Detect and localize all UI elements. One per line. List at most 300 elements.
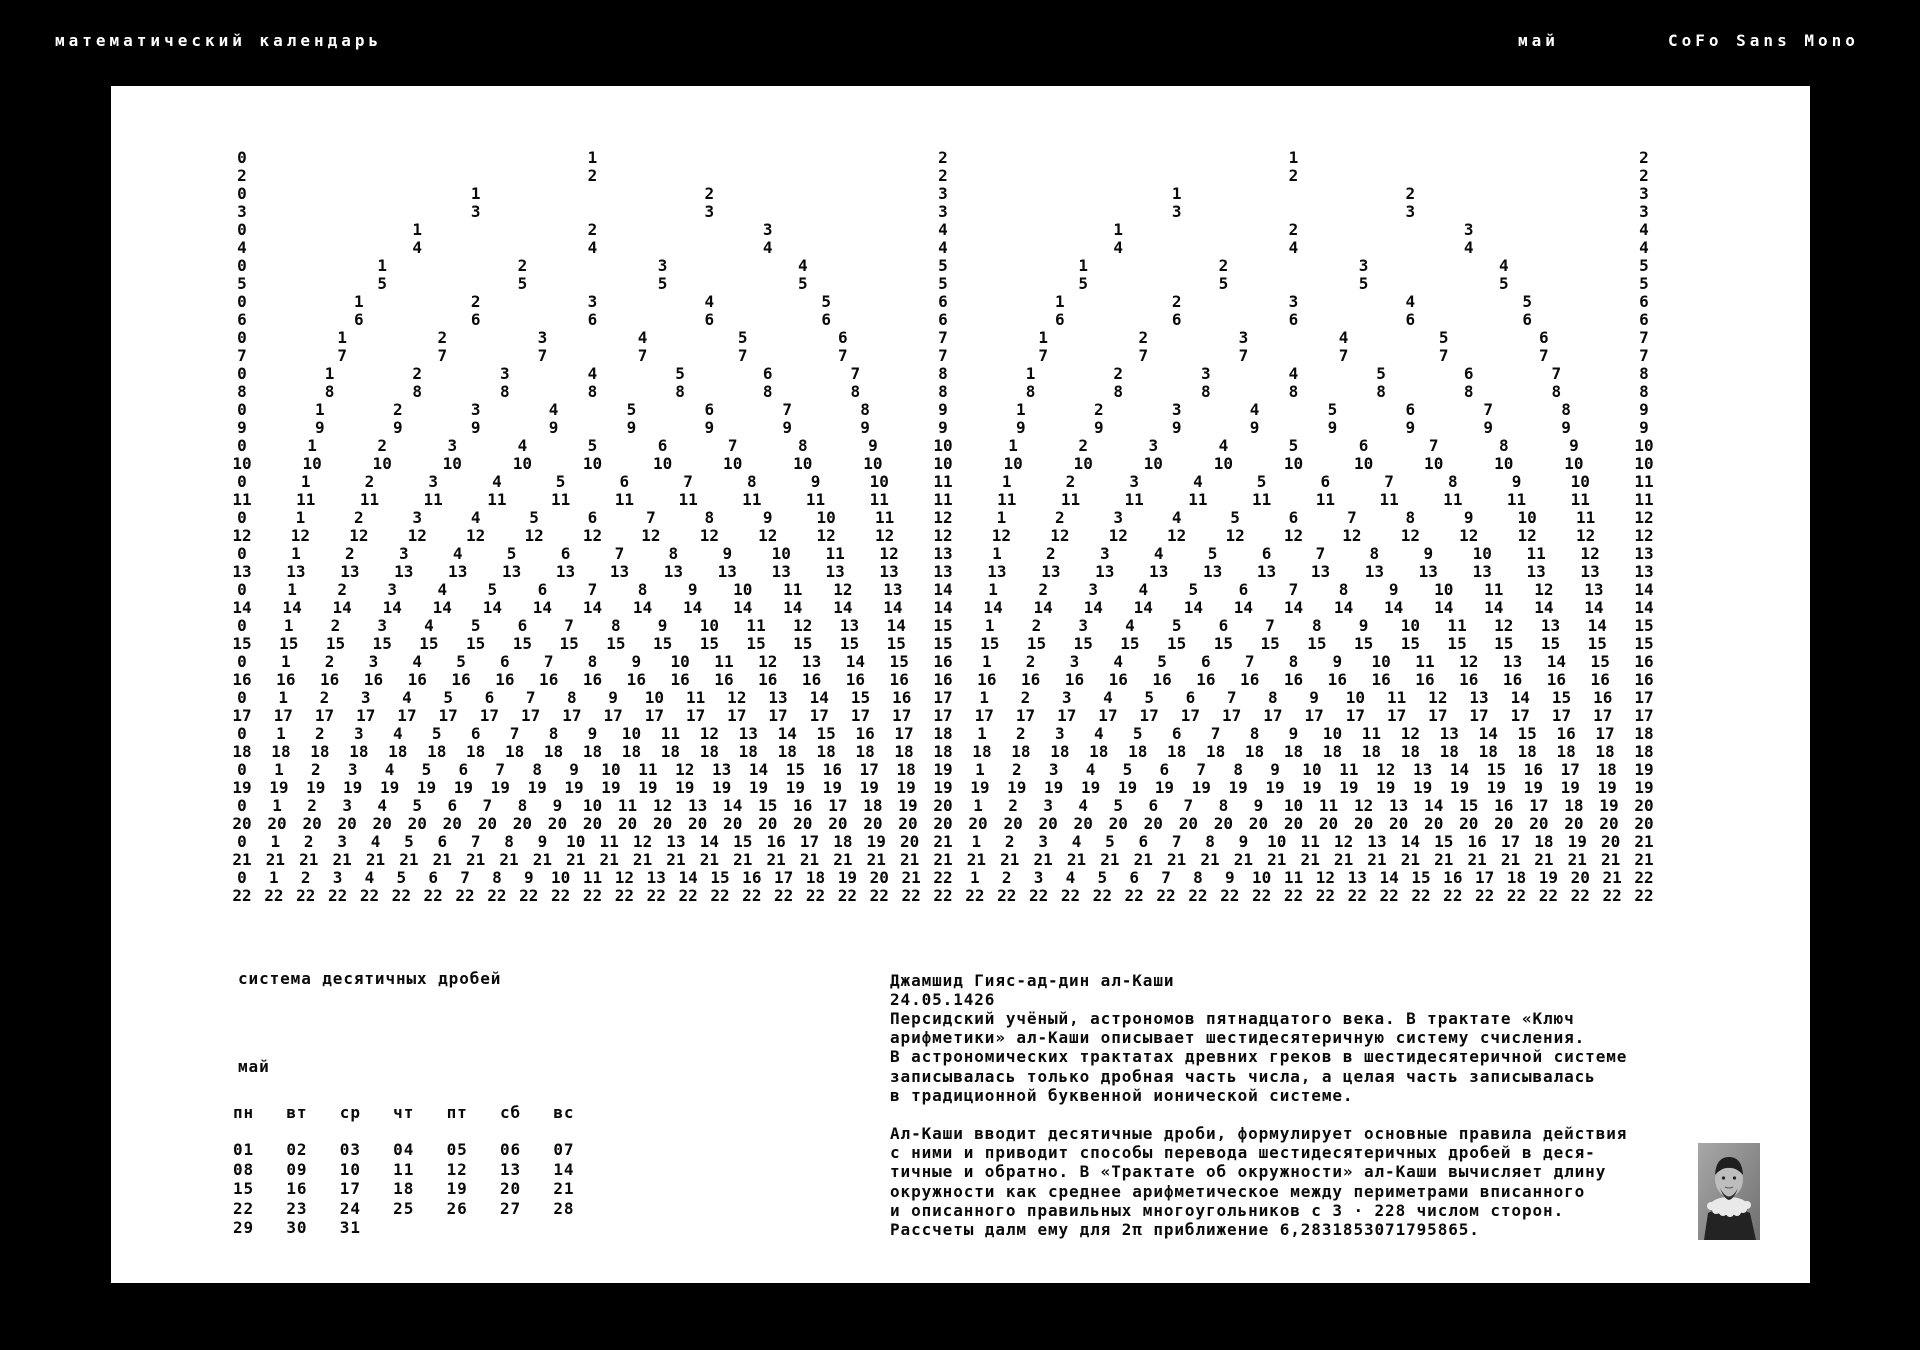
fraction-denominator: 22 [1506,886,1527,905]
fraction-denominator: 20 [1459,814,1479,833]
fraction-numerator: 8 [587,652,598,671]
fraction-denominator: 16 [626,670,646,689]
fraction-numerator: 13 [688,796,708,815]
fraction-numerator: 9 [552,796,563,815]
fraction-denominator: 5 [1078,274,1089,293]
fraction-denominator: 21 [1300,850,1320,869]
fraction-numerator: 2 [1078,436,1089,455]
fraction-numerator: 3 [1043,796,1053,815]
fraction-numerator: 12 [1428,688,1448,707]
fraction-denominator: 18 [504,742,525,761]
fraction-denominator: 18 [271,742,291,761]
fraction-denominator: 22 [327,886,348,905]
fraction-numerator: 10 [1371,652,1391,671]
fraction-denominator: 14 [1534,598,1554,617]
fraction-denominator: 21 [1033,850,1053,869]
fraction-numerator: 1 [1078,256,1089,275]
fraction-denominator: 19 [1376,778,1396,797]
fraction-denominator: 11 [550,490,571,509]
fraction-denominator: 15 [1213,634,1234,653]
fraction-denominator: 11 [359,490,380,509]
fraction-numerator: 6 [447,796,458,815]
fraction-numerator: 6 [762,364,773,383]
fraction-denominator: 19 [822,778,842,797]
fraction-denominator: 15 [1353,634,1374,653]
fraction-numerator: 1 [307,436,317,455]
fraction-numerator: 13 [1502,652,1523,671]
fraction-denominator: 16 [451,670,471,689]
fraction-numerator: 8 [1338,580,1349,599]
fraction-denominator: 9 [1171,418,1182,437]
fraction-numerator: 6 [587,508,598,527]
fraction-denominator: 20 [968,814,988,833]
fraction-denominator: 17 [1634,706,1654,725]
fraction-numerator: 15 [816,724,836,743]
fraction-denominator: 20 [1073,814,1093,833]
fraction-numerator: 6 [1358,436,1369,455]
fraction-denominator: 14 [983,598,1003,617]
fraction-denominator: 10 [302,454,322,473]
fraction-numerator: 3 [762,220,773,239]
fraction-denominator: 8 [1201,382,1211,401]
fraction-numerator: 6 [560,544,571,563]
fraction-numerator: 12 [652,796,673,815]
fraction-numerator: 16 [742,868,762,887]
fraction-numerator: 17 [933,688,953,707]
fraction-denominator: 20 [1283,814,1304,833]
fraction-denominator: 7 [737,346,748,365]
fraction-numerator: 1 [300,472,311,491]
fraction-denominator: 17 [768,706,788,725]
fraction-numerator: 8 [1498,436,1509,455]
fraction-denominator: 10 [232,454,252,473]
fraction-denominator: 10 [1564,454,1584,473]
fraction-numerator: 11 [599,832,619,851]
fraction-denominator: 10 [1003,454,1023,473]
fraction-numerator: 5 [1132,724,1143,743]
fraction-numerator: 19 [1567,832,1587,851]
fraction-numerator: 12 [1333,832,1354,851]
fraction-numerator: 5 [1438,328,1449,347]
fraction-numerator: 2 [1011,760,1022,779]
bio-text-line: арифметики» ал-Каши описывает шестидесятеричную систему счисления. [890,1028,1586,1048]
fraction-numerator: 7 [482,796,493,815]
fraction-numerator: 1 [269,868,279,887]
fraction-denominator: 22 [933,886,953,905]
fraction-numerator: 6 [500,652,510,671]
fraction-denominator: 21 [1133,850,1153,869]
fraction-numerator: 4 [1138,580,1149,599]
bio-text-line: и описанного правильных многоугольников с 3 · 228 числом сторон. [890,1200,1565,1220]
fraction-denominator: 8 [237,382,247,401]
fraction-denominator: 21 [1600,850,1621,869]
fraction-denominator: 19 [1007,778,1027,797]
fraction-numerator: 12 [1459,652,1479,671]
fraction-denominator: 14 [1133,598,1153,617]
fraction-denominator: 22 [519,886,539,905]
fraction-numerator: 2 [307,796,317,815]
fraction-numerator: 0 [237,364,247,383]
fraction-denominator: 7 [637,346,648,365]
fraction-denominator: 8 [1288,382,1299,401]
fraction-denominator: 9 [782,418,793,437]
fraction-numerator: 3 [347,760,358,779]
fraction-numerator: 2 [1031,616,1042,635]
fraction-denominator: 18 [1634,742,1654,761]
fraction-denominator: 5 [1218,274,1229,293]
fraction-denominator: 20 [617,814,638,833]
fraction-denominator: 19 [1044,778,1064,797]
fraction-numerator: 5 [412,796,423,815]
fraction-numerator: 1 [996,508,1007,527]
fraction-denominator: 16 [407,670,427,689]
fraction-denominator: 11 [614,490,634,509]
fraction-numerator: 12 [1376,760,1396,779]
fraction-numerator: 10 [733,580,753,599]
fraction-numerator: 21 [1634,832,1654,851]
fraction-numerator: 1 [975,760,985,779]
fraction-numerator: 12 [1534,580,1554,599]
fraction-numerator: 4 [1113,652,1124,671]
fraction-denominator: 13 [1149,562,1169,581]
fraction-denominator: 8 [938,382,948,401]
fraction-numerator: 4 [492,472,502,491]
fraction-numerator: 3 [1088,580,1099,599]
fraction-denominator: 20 [1213,814,1234,833]
fraction-numerator: 9 [1253,796,1264,815]
fraction-denominator: 18 [310,742,330,761]
fraction-denominator: 18 [232,742,252,761]
fraction-denominator: 20 [547,814,568,833]
fraction-numerator: 0 [237,256,247,275]
fraction-denominator: 4 [587,238,598,257]
fraction-numerator: 1 [1113,220,1124,239]
fraction-numerator: 7 [938,328,948,347]
fraction-numerator: 2 [1065,472,1076,491]
fraction-denominator: 17 [603,706,623,725]
fraction-numerator: 3 [1113,508,1124,527]
fraction-denominator: 20 [337,814,357,833]
fraction-denominator: 17 [1222,706,1242,725]
fraction-numerator: 4 [1193,472,1203,491]
fraction-numerator: 3 [1048,760,1059,779]
fraction-denominator: 12 [1400,526,1420,545]
fraction-denominator: 12 [874,526,895,545]
fraction-denominator: 2 [1288,166,1299,185]
fraction-numerator: 4 [637,328,648,347]
fraction-denominator: 18 [933,742,953,761]
fraction-denominator: 19 [490,778,510,797]
fraction-numerator: 7 [1171,832,1182,851]
fraction-numerator: 8 [1205,832,1215,851]
fraction-numerator: 20 [1634,796,1654,815]
fraction-denominator: 18 [1128,742,1148,761]
fraction-denominator: 8 [587,382,598,401]
fraction-denominator: 16 [232,670,252,689]
fraction-denominator: 10 [1634,454,1654,473]
fraction-numerator: 9 [1224,868,1235,887]
fraction-numerator: 6 [458,760,469,779]
fraction-denominator: 5 [1639,274,1649,293]
fraction-numerator: 4 [1103,688,1113,707]
weekday-label: пн [233,1103,255,1122]
fraction-numerator: 2 [1008,796,1018,815]
fraction-denominator: 14 [783,598,803,617]
date-cell: 12 [446,1159,468,1179]
fraction-numerator: 1 [1038,328,1048,347]
fraction-denominator: 22 [296,886,316,905]
fraction-numerator: 3 [354,724,364,743]
fraction-numerator: 14 [777,724,797,743]
fraction-denominator: 20 [793,814,813,833]
fraction-numerator: 4 [452,544,463,563]
fraction-numerator: 2 [1405,184,1416,203]
fraction-denominator: 6 [587,310,598,329]
fraction-numerator: 3 [342,796,352,815]
fraction-numerator: 21 [901,868,921,887]
fraction-numerator: 1 [1001,472,1012,491]
fraction-denominator: 22 [455,886,475,905]
fraction-denominator: 15 [1260,634,1280,653]
fraction-denominator: 21 [1500,850,1521,869]
fraction-numerator: 11 [1300,832,1320,851]
fraction-numerator: 3 [1061,688,1072,707]
fraction-numerator: 5 [1376,364,1386,383]
fraction-denominator: 20 [1038,814,1058,833]
fraction-numerator: 6 [437,832,448,851]
fraction-denominator: 19 [859,778,879,797]
fraction-numerator: 3 [1148,436,1159,455]
date-cell: 17 [339,1179,361,1198]
fraction-denominator: 8 [1025,382,1036,401]
fraction-denominator: 2 [587,166,598,185]
fraction-denominator: 20 [828,814,848,833]
fraction-denominator: 17 [1263,706,1283,725]
fraction-denominator: 16 [714,670,734,689]
fraction-numerator: 15 [850,688,871,707]
fraction-numerator: 13 [1389,796,1409,815]
fraction-denominator: 20 [758,814,778,833]
fraction-denominator: 14 [1283,598,1304,617]
fraction-numerator: 13 [768,688,788,707]
fraction-numerator: 9 [810,472,821,491]
fraction-numerator: 8 [860,400,870,419]
bio-text-line: Рассчеты далм ему для 2π приближение 6,2831853071795865. [890,1220,1480,1240]
fraction-denominator: 5 [377,274,388,293]
fraction-numerator: 12 [1400,724,1420,743]
fraction-numerator: 6 [470,724,481,743]
fraction-numerator: 16 [1494,796,1514,815]
date-cell: 14 [553,1159,575,1179]
fraction-denominator: 21 [299,850,319,869]
fraction-numerator: 5 [1188,580,1199,599]
date-cell: 04 [393,1140,415,1159]
fraction-numerator: 6 [428,868,438,887]
fraction-denominator: 20 [1248,814,1269,833]
fraction-denominator: 10 [372,454,392,473]
fraction-denominator: 19 [1191,778,1211,797]
date-row [233,1160,607,1180]
fraction-numerator: 7 [495,760,506,779]
fraction-numerator: 10 [816,508,836,527]
fraction-numerator: 9 [868,436,878,455]
fraction-numerator: 10 [1345,688,1365,707]
fraction-denominator: 18 [582,742,603,761]
fraction-denominator: 21 [799,850,820,869]
fraction-numerator: 9 [1463,508,1474,527]
fraction-denominator: 8 [1463,382,1474,401]
fraction-denominator: 20 [372,814,392,833]
date-cell: 06 [499,1140,522,1159]
fraction-denominator: 13 [501,562,522,581]
fraction-denominator: 22 [1283,886,1304,905]
fraction-denominator: 22 [423,886,443,905]
date-cell: 03 [339,1140,361,1159]
fraction-numerator: 1 [981,652,992,671]
fraction-denominator: 13 [825,562,845,581]
fraction-numerator: 4 [364,868,375,887]
fraction-denominator: 17 [232,706,252,725]
fraction-numerator: 6 [1463,364,1474,383]
fraction-denominator: 20 [302,814,322,833]
fraction-numerator: 2 [345,544,355,563]
bio-date: 24.05.1426 [890,990,996,1009]
fraction-numerator: 18 [1597,760,1617,779]
fraction-numerator: 6 [1159,760,1170,779]
fraction-numerator: 6 [1201,652,1211,671]
fraction-numerator: 7 [1226,688,1237,707]
fraction-numerator: 13 [839,616,860,635]
fraction-numerator: 10 [1283,796,1304,815]
fraction-numerator: 17 [894,724,914,743]
fraction-numerator: 0 [237,184,247,203]
fraction-denominator: 18 [1361,742,1382,761]
fraction-denominator: 13 [340,562,360,581]
fraction-denominator: 6 [938,310,948,329]
fraction-numerator: 4 [1171,508,1182,527]
date-cell: 08 [233,1159,255,1179]
fraction-denominator: 11 [678,490,698,509]
fraction-numerator: 11 [1339,760,1359,779]
fraction-denominator: 6 [1288,310,1299,329]
fraction-numerator: 6 [1238,580,1249,599]
fraction-numerator: 18 [1534,832,1554,851]
fraction-numerator: 15 [933,616,953,635]
fraction-numerator: 13 [1367,832,1387,851]
fraction-numerator: 10 [550,868,571,887]
fraction-denominator: 3 [237,202,247,221]
fraction-denominator: 9 [315,418,325,437]
fraction-denominator: 8 [762,382,773,401]
fraction-denominator: 21 [1066,850,1087,869]
fraction-denominator: 19 [1412,778,1433,797]
fraction-numerator: 20 [869,868,889,887]
fraction-numerator: 5 [587,436,598,455]
fraction-numerator: 2 [315,724,325,743]
fraction-numerator: 5 [1171,616,1182,635]
fraction-numerator: 1 [283,616,294,635]
fraction-numerator: 14 [1379,868,1399,887]
fraction-numerator: 0 [237,688,247,707]
fraction-numerator: 1 [970,868,980,887]
fraction-numerator: 2 [938,148,948,167]
fraction-denominator: 14 [1183,598,1203,617]
fraction-denominator: 22 [1251,886,1272,905]
fraction-numerator: 8 [1218,796,1229,815]
fraction-numerator: 4 [938,220,948,239]
fraction-numerator: 5 [1105,832,1115,851]
fraction-numerator: 12 [1634,508,1654,527]
date-cell: 27 [499,1198,522,1218]
fraction-numerator: 17 [1529,796,1549,815]
fraction-numerator: 5 [421,760,432,779]
fraction-denominator: 22 [1124,886,1144,905]
fraction-numerator: 0 [237,832,247,851]
weekday-label: вс [553,1103,575,1122]
date-cell: 29 [233,1218,255,1237]
fraction-numerator: 15 [1590,652,1610,671]
fraction-denominator: 6 [237,310,247,329]
fraction-denominator: 13 [1472,562,1492,581]
fraction-numerator: 1 [1016,400,1026,419]
fraction-denominator: 21 [966,850,987,869]
fraction-denominator: 22 [550,886,571,905]
fraction-numerator: 17 [1475,868,1495,887]
fraction-numerator: 14 [1400,832,1420,851]
fraction-denominator: 21 [232,850,252,869]
fraction-denominator: 17 [685,706,706,725]
fraction-denominator: 22 [1634,886,1654,905]
fraction-numerator: 13 [1584,580,1604,599]
fraction-denominator: 21 [1534,850,1554,869]
fraction-denominator: 14 [1484,598,1504,617]
app-title: математический календарь [55,31,383,50]
fraction-numerator: 5 [1288,436,1299,455]
fraction-denominator: 22 [1315,886,1335,905]
fraction-numerator: 1 [291,544,301,563]
fraction-numerator: 22 [1634,868,1654,887]
fraction-numerator: 5 [487,580,498,599]
fraction-numerator: 9 [631,652,642,671]
fraction-denominator: 13 [1580,562,1600,581]
fraction-numerator: 8 [1447,472,1458,491]
fraction-denominator: 17 [1551,706,1572,725]
fraction-numerator: 1 [1288,148,1299,167]
fraction-denominator: 15 [699,634,719,653]
fraction-numerator: 10 [1267,832,1287,851]
fraction-numerator: 6 [1639,292,1649,311]
fraction-denominator: 18 [1050,742,1070,761]
fraction-numerator: 9 [1270,760,1280,779]
fraction-denominator: 21 [766,850,786,869]
fraction-numerator: 7 [1347,508,1357,527]
fraction-numerator: 7 [1315,544,1326,563]
fraction-numerator: 3 [447,436,458,455]
fraction-denominator: 21 [1567,850,1587,869]
fraction-denominator: 13 [1364,562,1385,581]
fraction-numerator: 11 [714,652,734,671]
fraction-numerator: 14 [933,580,953,599]
fraction-numerator: 11 [660,724,681,743]
date-cell: 23 [286,1198,308,1218]
fraction-numerator: 17 [799,832,820,851]
fraction-numerator: 5 [1522,292,1532,311]
fraction-denominator: 18 [1400,742,1420,761]
fraction-denominator: 18 [1011,742,1031,761]
fraction-denominator: 7 [337,346,347,365]
fraction-denominator: 15 [606,634,626,653]
fraction-denominator: 2 [237,166,247,185]
